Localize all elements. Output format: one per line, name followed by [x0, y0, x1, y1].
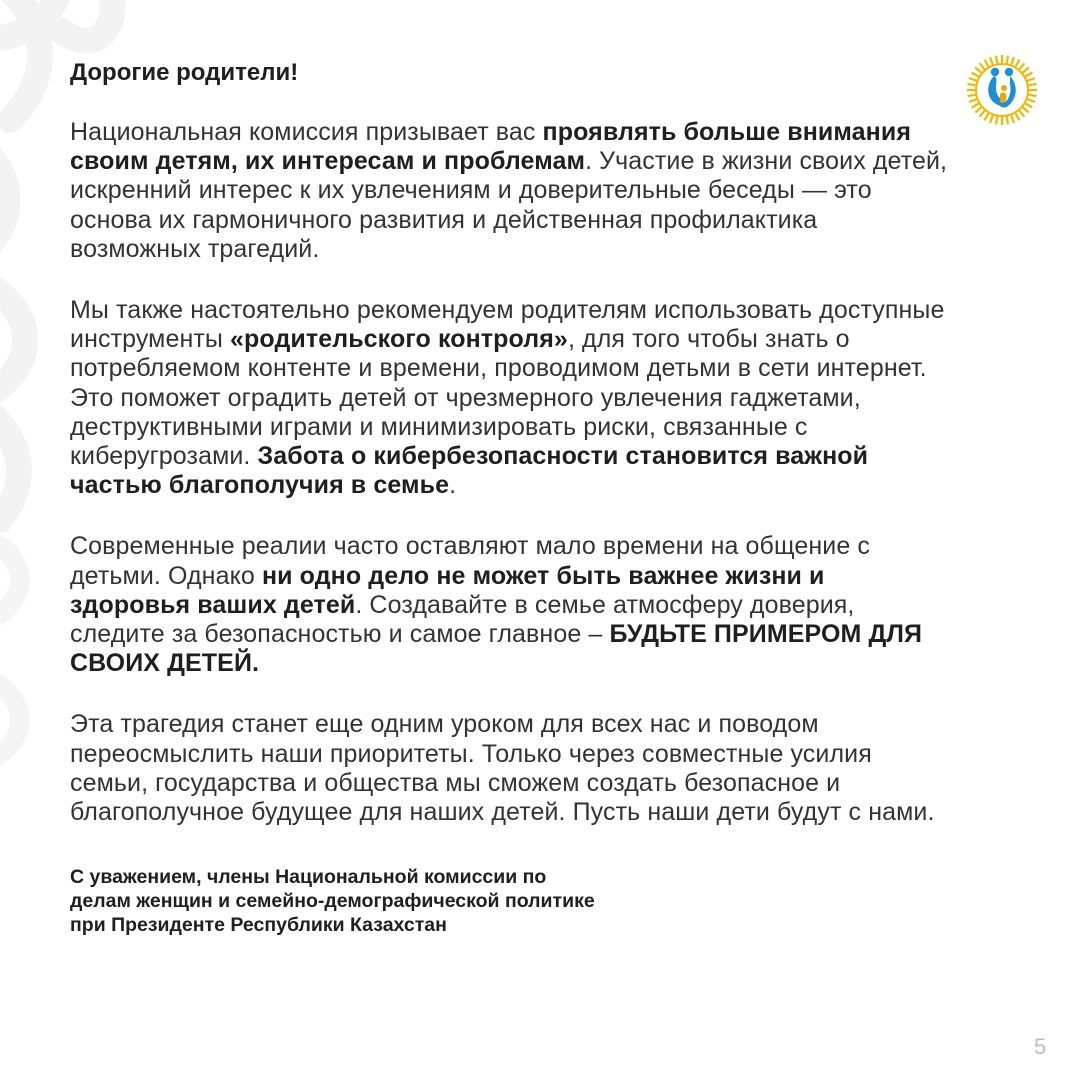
- sun-ray: [1007, 56, 1008, 64]
- sun-ray: [990, 57, 993, 65]
- paragraph-text: Мы также настоятельно рекомендуем родителям использовать доступные инструменты: [70, 296, 945, 354]
- sun-ray: [990, 115, 993, 123]
- sun-ray: [972, 104, 979, 108]
- paragraph: [70, 710, 950, 827]
- paragraph-text: . Участие в жизни своих детей, искренний интерес к их увлечениям и доверительные беседы — это основа их гармоничного развития и действенная профилактика возможных трагедий.: [70, 147, 948, 263]
- paragraph: [70, 532, 950, 678]
- sun-ray: [1011, 57, 1014, 65]
- sun-ray: [1027, 99, 1035, 102]
- emphasis-text: ни одно дело не может быть важнее жизни и здоровья ваших детей: [70, 561, 825, 619]
- paragraph: [70, 118, 950, 264]
- paragraph-text: .: [449, 471, 457, 500]
- sun-ray: [975, 68, 981, 73]
- sun-family-icon: [966, 54, 1038, 126]
- paragraph-text: Современные реалии часто оставляют мало времени на общение с детьми. Однако: [70, 532, 870, 590]
- signature-block: [70, 865, 950, 937]
- sun-ray: [985, 60, 989, 67]
- sun-ray: [996, 117, 997, 125]
- letter-paragraphs: [70, 118, 950, 827]
- paragraph-text: . Создавайте в семье атмосферу доверия, следите за безопасностью и самое главное –: [70, 590, 855, 649]
- sun-ray: [1007, 117, 1008, 125]
- letter-body: [70, 56, 950, 937]
- sun-ray: [1025, 104, 1032, 108]
- emphasis-text: БУДЬТЕ ПРИМЕРОМ ДЛЯ СВОИХ ДЕТЕЙ.: [70, 620, 923, 678]
- sun-ray: [1019, 111, 1024, 117]
- signature-line: при Президенте Республики Казахстан: [70, 914, 447, 937]
- sun-ray: [1019, 63, 1024, 69]
- emphasis-text: Забота о кибербезопасности становится важной частью благополучия в семье: [70, 442, 869, 500]
- sun-ray: [980, 63, 985, 69]
- emphasis-text: проявлять больше внимания своим детям, их интересам и проблемам: [70, 118, 912, 176]
- signature-line: делам женщин и семейно-демографической политике: [70, 890, 595, 913]
- sun-ray: [969, 78, 977, 81]
- sun-ray: [969, 99, 977, 102]
- sun-ray: [996, 56, 997, 64]
- paragraph: [70, 296, 950, 500]
- paragraph-text: Национальная комиссия призывает вас: [70, 118, 543, 146]
- sun-ray: [1011, 115, 1014, 123]
- paragraph-text: Эта трагедия станет еще одним уроком для всех нас и поводом переосмыслить наши приоритеты. Только через совместные усилия семьи, государства и общества мы сможем создать безопасное и благополучное будущее для наших детей. Пусть наши дети будут с нами.: [70, 710, 935, 827]
- paragraph-text: , для того чтобы знать о потребляемом контенте и времени, проводимом детьми в сети интернет. Это поможет оградить детей от чрезмерного увлечения гаджетами, деструктивными играми и минимизировать риски, связанные с киберугрозами.: [70, 325, 927, 471]
- sun-ray: [1023, 68, 1029, 73]
- commission-logo: [966, 54, 1038, 126]
- sun-ray: [1016, 113, 1020, 120]
- emphasis-text: «родительского контроля»: [230, 325, 568, 354]
- sun-ray: [972, 73, 979, 77]
- sun-ray: [985, 113, 989, 120]
- sun-ray: [1025, 73, 1032, 77]
- signature-line: С уважением, члены Национальной комиссии по: [70, 866, 547, 889]
- greeting-heading: Дорогие родители!: [70, 59, 299, 86]
- sun-ray: [968, 84, 976, 85]
- sun-ray: [1029, 95, 1037, 96]
- sun-ray: [1027, 78, 1035, 81]
- sun-ray: [1029, 84, 1037, 85]
- sun-ray: [968, 95, 976, 96]
- sun-ray: [980, 111, 985, 117]
- sun-ray: [1016, 60, 1020, 67]
- sun-ray: [975, 107, 981, 112]
- sun-ray: [1023, 107, 1029, 112]
- page-number: 5: [1034, 1034, 1047, 1059]
